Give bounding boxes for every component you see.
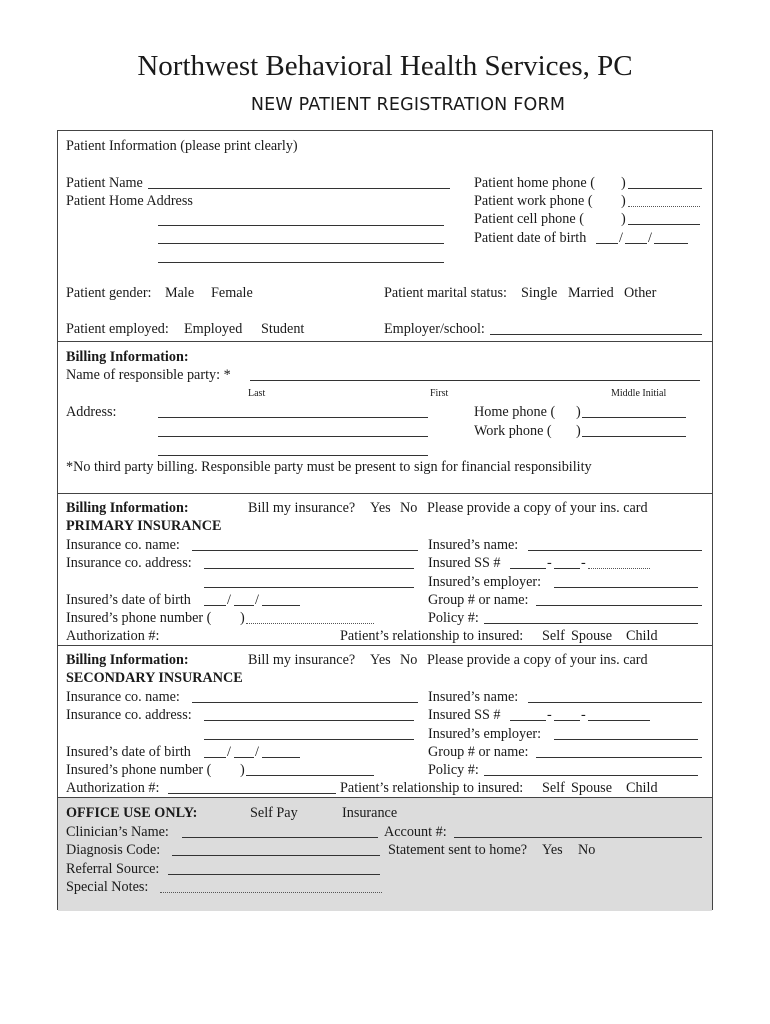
patient-gender-label: Patient gender: (66, 285, 152, 301)
office-self-pay-option[interactable]: Self Pay (250, 805, 298, 821)
primary-insured-phone-label: Insured’s phone number ( (66, 610, 212, 626)
date-separator: / (255, 744, 259, 760)
secondary-insured-dob-month[interactable] (204, 757, 226, 758)
secondary-policy-field[interactable] (484, 775, 698, 776)
primary-insurance-heading: PRIMARY INSURANCE (66, 518, 222, 534)
ss-dash: - (581, 707, 586, 723)
primary-insured-dob-label: Insured’s date of birth (66, 592, 191, 608)
patient-name-label: Patient Name (66, 175, 143, 191)
billing-address-line-3[interactable] (158, 455, 428, 456)
paren-close: ) (621, 175, 626, 191)
primary-insured-ss-label: Insured SS # (428, 555, 501, 571)
organization-name: Northwest Behavioral Health Services, PC (137, 50, 633, 82)
secondary-billing-heading: Billing Information: (66, 652, 189, 668)
gender-option-female[interactable]: Female (211, 285, 253, 301)
patient-dob-month-field[interactable] (596, 243, 618, 244)
paren-close: ) (240, 762, 245, 778)
primary-insured-employer-label: Insured’s employer: (428, 574, 542, 590)
primary-relationship-label: Patient’s relationship to insured: (340, 628, 524, 644)
patient-cell-phone-label: Patient cell phone ( (474, 211, 584, 227)
office-use-heading: OFFICE USE ONLY: (66, 805, 198, 821)
marital-option-married[interactable]: Married (568, 285, 614, 301)
billing-work-phone-label: Work phone ( (474, 423, 552, 439)
billing-information-section (58, 341, 712, 493)
patient-dob-day-field[interactable] (625, 243, 647, 244)
primary-insured-name-label: Insured’s name: (428, 537, 519, 553)
secondary-insured-dob-year[interactable] (262, 757, 300, 758)
billing-work-phone-field[interactable] (582, 436, 686, 437)
date-separator: / (619, 230, 623, 246)
primary-group-field[interactable] (536, 605, 702, 606)
secondary-authorization-label: Authorization #: (66, 780, 160, 796)
responsible-first-sublabel: First (430, 388, 449, 399)
secondary-insured-employer-label: Insured’s employer: (428, 726, 542, 742)
patient-employed-label: Patient employed: (66, 321, 169, 337)
secondary-insurance-heading: SECONDARY INSURANCE (66, 670, 243, 686)
date-separator: / (227, 592, 231, 608)
primary-co-name-label: Insurance co. name: (66, 537, 180, 553)
paren-close: ) (576, 423, 581, 439)
account-number-label: Account #: (384, 824, 447, 840)
secondary-group-label: Group # or name: (428, 744, 529, 760)
secondary-co-address-line-2[interactable] (204, 739, 414, 740)
responsible-party-label: Name of responsible party: * (66, 367, 231, 383)
primary-insured-name-field[interactable] (528, 550, 702, 551)
bill-insurance-yes-option[interactable]: Yes (370, 652, 391, 668)
form-title: NEW PATIENT REGISTRATION FORM (250, 95, 566, 115)
primary-insured-employer-field[interactable] (554, 587, 698, 588)
primary-insured-phone-field[interactable] (246, 623, 374, 624)
registration-form (57, 130, 713, 910)
primary-co-address-line-1[interactable] (204, 568, 414, 569)
patient-address-line-2[interactable] (158, 243, 444, 244)
patient-dob-label: Patient date of birth (474, 230, 587, 246)
employer-school-field[interactable] (490, 334, 702, 335)
primary-insured-dob-year[interactable] (262, 605, 300, 606)
bill-insurance-yes-option[interactable]: Yes (370, 500, 391, 516)
secondary-insured-phone-label: Insured’s phone number ( (66, 762, 212, 778)
patient-cell-phone-field[interactable] (628, 224, 700, 225)
bill-insurance-no-option[interactable]: No (400, 652, 418, 668)
ss-dash: - (547, 707, 552, 723)
patient-information-section (58, 131, 712, 341)
secondary-insured-dob-label: Insured’s date of birth (66, 744, 191, 760)
insurance-card-note: Please provide a copy of your ins. card (427, 500, 648, 516)
patient-work-phone-label: Patient work phone ( (474, 193, 593, 209)
patient-name-field[interactable] (148, 188, 450, 189)
secondary-insured-name-field[interactable] (528, 702, 702, 703)
special-notes-field[interactable] (160, 892, 382, 893)
primary-policy-label: Policy #: (428, 610, 479, 626)
gender-option-male[interactable]: Male (165, 285, 195, 301)
referral-source-field[interactable] (168, 874, 380, 875)
primary-co-address-label: Insurance co. address: (66, 555, 192, 571)
employed-option-employed[interactable]: Employed (184, 321, 243, 337)
primary-ss-part-1[interactable] (510, 568, 546, 569)
statement-sent-label: Statement sent to home? (388, 842, 528, 858)
primary-billing-heading: Billing Information: (66, 500, 189, 516)
statement-no-option[interactable]: No (578, 842, 596, 858)
primary-insurance-section (58, 493, 712, 645)
bill-insurance-question: Bill my insurance? (248, 500, 356, 516)
billing-home-phone-label: Home phone ( (474, 404, 556, 420)
date-separator: / (255, 592, 259, 608)
billing-address-label: Address: (66, 404, 117, 420)
secondary-ss-part-3[interactable] (588, 720, 650, 721)
paren-close: ) (621, 193, 626, 209)
patient-address-line-3[interactable] (158, 262, 444, 263)
secondary-co-address-line-1[interactable] (204, 720, 414, 721)
primary-relationship-spouse[interactable]: Spouse (571, 628, 612, 644)
secondary-insured-ss-label: Insured SS # (428, 707, 501, 723)
patient-address-label: Patient Home Address (66, 193, 193, 209)
third-party-billing-note: *No third party billing. Responsible party must be present to sign for financial responsibility (66, 459, 592, 475)
secondary-authorization-field[interactable] (168, 793, 336, 794)
patient-address-line-1[interactable] (158, 225, 444, 226)
date-separator: / (648, 230, 652, 246)
patient-home-phone-label: Patient home phone ( (474, 175, 595, 191)
primary-ss-part-3[interactable] (588, 568, 650, 569)
secondary-insured-employer-field[interactable] (554, 739, 698, 740)
primary-relationship-child[interactable]: Child (626, 628, 658, 644)
marital-option-single[interactable]: Single (521, 285, 558, 301)
primary-policy-field[interactable] (484, 623, 698, 624)
secondary-relationship-spouse[interactable]: Spouse (571, 780, 612, 796)
secondary-co-name-label: Insurance co. name: (66, 689, 180, 705)
bill-insurance-question: Bill my insurance? (248, 652, 356, 668)
clinician-name-label: Clinician’s Name: (66, 824, 169, 840)
diagnosis-code-label: Diagnosis Code: (66, 842, 161, 858)
patient-marital-label: Patient marital status: (384, 285, 507, 301)
clinician-name-field[interactable] (182, 837, 378, 838)
office-use-section (58, 797, 712, 911)
primary-group-label: Group # or name: (428, 592, 529, 608)
paren-close: ) (621, 211, 626, 227)
insurance-card-note: Please provide a copy of your ins. card (427, 652, 648, 668)
responsible-party-field[interactable] (250, 380, 700, 381)
office-insurance-option[interactable]: Insurance (342, 805, 398, 821)
ss-dash: - (581, 555, 586, 571)
primary-insured-dob-month[interactable] (204, 605, 226, 606)
billing-address-line-1[interactable] (158, 417, 428, 418)
secondary-insurance-section (58, 645, 712, 797)
statement-yes-option[interactable]: Yes (542, 842, 563, 858)
primary-relationship-self[interactable]: Self (542, 628, 565, 644)
billing-address-line-2[interactable] (158, 436, 428, 437)
secondary-insured-dob-day[interactable] (234, 757, 254, 758)
secondary-ss-part-2[interactable] (554, 720, 580, 721)
patient-work-phone-field[interactable] (628, 206, 700, 207)
responsible-last-sublabel: Last (248, 388, 266, 399)
primary-co-address-line-2[interactable] (204, 587, 414, 588)
secondary-insured-name-label: Insured’s name: (428, 689, 519, 705)
special-notes-label: Special Notes: (66, 879, 149, 895)
secondary-relationship-label: Patient’s relationship to insured: (340, 780, 524, 796)
diagnosis-code-field[interactable] (172, 855, 380, 856)
billing-home-phone-field[interactable] (582, 417, 686, 418)
account-number-field[interactable] (454, 837, 702, 838)
bill-insurance-no-option[interactable]: No (400, 500, 418, 516)
primary-co-name-field[interactable] (192, 550, 418, 551)
paren-close: ) (576, 404, 581, 420)
referral-source-label: Referral Source: (66, 861, 160, 877)
paren-close: ) (240, 610, 245, 626)
patient-home-phone-field[interactable] (628, 188, 702, 189)
secondary-relationship-child[interactable]: Child (626, 780, 658, 796)
patient-dob-year-field[interactable] (654, 243, 688, 244)
primary-ss-part-2[interactable] (554, 568, 580, 569)
secondary-co-address-label: Insurance co. address: (66, 707, 192, 723)
patient-info-heading: Patient Information (please print clearly) (66, 138, 298, 154)
secondary-co-name-field[interactable] (192, 702, 418, 703)
responsible-middle-sublabel: Middle Initial (611, 388, 667, 399)
employed-option-student[interactable]: Student (261, 321, 305, 337)
date-separator: / (227, 744, 231, 760)
billing-heading: Billing Information: (66, 349, 189, 365)
secondary-policy-label: Policy #: (428, 762, 479, 778)
secondary-ss-part-1[interactable] (510, 720, 546, 721)
secondary-relationship-self[interactable]: Self (542, 780, 565, 796)
secondary-insured-phone-field[interactable] (246, 775, 374, 776)
primary-authorization-label: Authorization #: (66, 628, 160, 644)
ss-dash: - (547, 555, 552, 571)
marital-option-other[interactable]: Other (624, 285, 657, 301)
primary-insured-dob-day[interactable] (234, 605, 254, 606)
secondary-group-field[interactable] (536, 757, 702, 758)
employer-school-label: Employer/school: (384, 321, 485, 337)
